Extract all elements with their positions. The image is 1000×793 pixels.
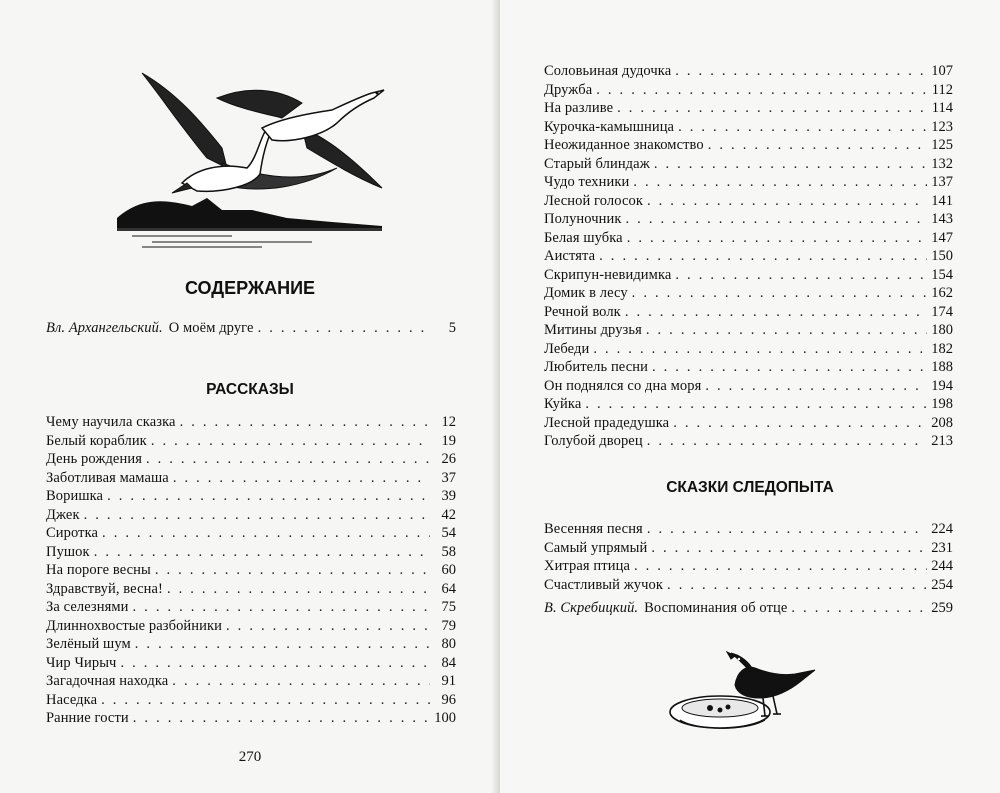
- dot-leader: [84, 506, 430, 525]
- tales-list: [544, 520, 953, 594]
- dot-leader: [675, 266, 927, 285]
- intro-entry: [46, 319, 456, 338]
- entry-title: Воспоминания об отце: [644, 600, 788, 616]
- dot-leader: [627, 229, 927, 248]
- entry-page: 42: [441, 506, 456, 523]
- toc-entry: [46, 691, 456, 710]
- right-page: [500, 0, 1000, 793]
- entry-title: Белый кораблик: [46, 432, 147, 449]
- toc-entry: [544, 284, 953, 303]
- entry-page: 112: [931, 81, 953, 98]
- dot-leader: [133, 709, 430, 728]
- page-title: СОДЕРЖАНИЕ: [184, 278, 316, 298]
- entry-title: Любитель песни: [544, 359, 648, 375]
- toc-entry: [544, 247, 953, 266]
- entry-page: 162: [931, 285, 953, 301]
- entry-page: 150: [931, 248, 953, 264]
- dot-leader: [647, 520, 927, 539]
- entry-title: Лесной голосок: [544, 192, 643, 209]
- dot-leader: [647, 432, 927, 451]
- dot-leader: [173, 469, 430, 488]
- toc-entry: [544, 358, 953, 377]
- entry-title: Зелёный шум: [46, 636, 131, 652]
- dot-leader: [634, 557, 927, 576]
- entry-page: 198: [931, 396, 953, 412]
- entry-page: 75: [441, 599, 456, 615]
- toc-entry: [46, 506, 456, 525]
- toc-entry: [544, 539, 953, 558]
- dot-leader: [226, 617, 430, 636]
- swans-over-lake-illustration: [112, 68, 402, 248]
- toc-entry: [544, 266, 953, 285]
- dot-leader: [626, 210, 927, 229]
- entry-page: 107: [931, 63, 953, 79]
- entry-page: 54: [441, 525, 456, 541]
- closing-entry: [544, 599, 953, 618]
- toc-entry: [46, 709, 456, 728]
- entry-title: Воришка: [46, 488, 104, 504]
- toc-entry: [46, 319, 456, 338]
- entry-title: Речной волк: [544, 303, 621, 320]
- entry-page: 194: [931, 377, 953, 394]
- entry-title: Заботливая мамаша: [46, 469, 169, 486]
- toc-entry: [544, 136, 953, 155]
- entry-page: 213: [931, 433, 953, 449]
- entry-page: 26: [441, 451, 456, 467]
- entry-page: 208: [931, 414, 953, 431]
- dot-leader: [101, 691, 430, 710]
- toc-entry: [544, 99, 953, 118]
- entry-page: 174: [931, 303, 953, 320]
- toc-entry: [544, 229, 953, 248]
- entry-page: 141: [931, 192, 953, 209]
- dot-leader: [646, 321, 927, 340]
- dot-leader: [678, 118, 927, 137]
- entry-page: 19: [441, 432, 456, 449]
- toc-entry: [46, 450, 456, 469]
- entry-author: В. Скребицкий.: [544, 600, 639, 616]
- toc-entry: [46, 672, 456, 691]
- toc-entry: [544, 414, 953, 433]
- toc-entry: [46, 543, 456, 562]
- dot-leader: [135, 635, 430, 654]
- dot-leader: [180, 413, 430, 432]
- entry-page: 125: [931, 137, 953, 153]
- entry-title: Курочка-камышница: [544, 118, 675, 135]
- dot-leader: [258, 319, 430, 338]
- dot-leader: [102, 524, 430, 543]
- toc-entry: [46, 635, 456, 654]
- entry-title: Белая шубка: [544, 229, 623, 246]
- dot-leader: [133, 598, 430, 617]
- bird-on-bowl-illustration: [665, 650, 820, 735]
- entry-page: 12: [441, 414, 456, 430]
- dot-leader: [647, 192, 927, 211]
- toc-entry: [544, 321, 953, 340]
- entry-title: День рождения: [46, 451, 142, 467]
- toc-entry: [544, 81, 953, 100]
- entry-title: Наседка: [46, 691, 98, 708]
- toc-entry: [46, 561, 456, 580]
- entry-page: 224: [931, 521, 953, 537]
- entry-page: 114: [931, 100, 953, 116]
- dot-leader: [632, 284, 927, 303]
- entry-page: 58: [441, 543, 456, 560]
- entry-title: Загадочная находка: [46, 673, 169, 689]
- toc-entry: [46, 432, 456, 451]
- dot-leader: [708, 136, 927, 155]
- entry-title: Весенняя песня: [544, 521, 643, 537]
- entry-title: Лесной прадедушка: [544, 414, 670, 431]
- toc-entry: [544, 210, 953, 229]
- entry-title: Чему научила сказка: [46, 414, 176, 430]
- toc-entry: [46, 487, 456, 506]
- stories-list-continued: [544, 62, 953, 451]
- entry-title: Голубой дворец: [544, 433, 643, 449]
- entry-page: 100: [434, 710, 456, 726]
- dot-leader: [705, 377, 927, 396]
- entry-title: Аистята: [544, 248, 596, 264]
- entry-page: 37: [441, 469, 456, 486]
- entry-page: 137: [931, 174, 953, 190]
- section-title: РАССКАЗЫ: [206, 381, 294, 398]
- entry-author: Вл. Архангельский.: [46, 320, 163, 336]
- toc-entry: [46, 654, 456, 673]
- entry-page: 154: [931, 266, 953, 283]
- section-title: СКАЗКИ СЛЕДОПЫТА: [666, 479, 834, 496]
- toc-entry: [544, 557, 953, 576]
- dot-leader: [593, 340, 927, 359]
- entry-title: Счастливый жучок: [544, 576, 664, 593]
- dot-leader: [151, 432, 430, 451]
- entry-title: Куйка: [544, 396, 582, 412]
- toc-entry: [46, 469, 456, 488]
- dot-leader: [172, 672, 430, 691]
- toc-entry: [544, 520, 953, 539]
- entry-title: Лебеди: [544, 340, 590, 357]
- entry-page: 123: [931, 118, 953, 135]
- dot-leader: [652, 358, 927, 377]
- toc-entry: [46, 580, 456, 599]
- toc-entry: [46, 617, 456, 636]
- dot-leader: [625, 303, 927, 322]
- dot-leader: [596, 81, 927, 100]
- toc-entry: [46, 598, 456, 617]
- entry-page: 84: [441, 654, 456, 671]
- entry-title: Здравствуй, весна!: [46, 580, 163, 597]
- dot-leader: [654, 155, 927, 174]
- toc-entry: [544, 340, 953, 359]
- toc-entry: [544, 118, 953, 137]
- entry-page: 132: [931, 155, 953, 172]
- toc-entry: [544, 576, 953, 595]
- dot-leader: [599, 247, 927, 266]
- dot-leader: [651, 539, 927, 558]
- entry-page: 259: [931, 600, 953, 616]
- toc-entry: [544, 395, 953, 414]
- entry-title: Домик в лесу: [544, 285, 628, 301]
- toc-entry: [544, 173, 953, 192]
- toc-entry: [544, 432, 953, 451]
- entry-title: Сиротка: [46, 525, 99, 541]
- entry-page: 231: [931, 539, 953, 556]
- entry-title: Скрипун-невидимка: [544, 266, 672, 283]
- dot-leader: [791, 599, 927, 618]
- toc-entry: [46, 524, 456, 543]
- entry-page: 39: [441, 488, 456, 504]
- entry-title: О моём друге: [168, 320, 254, 336]
- dot-leader: [633, 173, 927, 192]
- toc-entry: [544, 192, 953, 211]
- entry-page: 96: [441, 691, 456, 708]
- dot-leader: [617, 99, 927, 118]
- entry-page: 5: [448, 320, 456, 336]
- toc-entry: [544, 599, 953, 618]
- entry-title: На разливе: [544, 100, 614, 116]
- dot-leader: [107, 487, 430, 506]
- entry-title: Неожиданное знакомство: [544, 137, 704, 153]
- entry-page: 79: [441, 617, 456, 634]
- entry-page: 182: [931, 340, 953, 357]
- toc-entry: [46, 413, 456, 432]
- dot-leader: [167, 580, 430, 599]
- entry-page: 180: [931, 322, 953, 338]
- entry-page: 60: [441, 562, 456, 578]
- entry-title: Митины друзья: [544, 322, 642, 338]
- entry-title: Самый упрямый: [544, 539, 648, 556]
- entry-title: Чудо техники: [544, 174, 630, 190]
- dot-leader: [155, 561, 430, 580]
- toc-entry: [544, 303, 953, 322]
- entry-page: 188: [931, 359, 953, 375]
- entry-page: 147: [931, 229, 953, 246]
- toc-entry: [544, 155, 953, 174]
- entry-title: Дружба: [544, 81, 593, 98]
- dot-leader: [585, 395, 927, 414]
- dot-leader: [146, 450, 430, 469]
- entry-title: Длиннохвостые разбойники: [46, 617, 223, 634]
- dot-leader: [675, 62, 927, 81]
- entry-page: 254: [931, 576, 953, 593]
- page-number: 270: [238, 749, 262, 765]
- entry-title: За селезнями: [46, 599, 129, 615]
- toc-entry: [544, 377, 953, 396]
- entry-title: Полуночник: [544, 211, 622, 227]
- entry-title: Он поднялся со дна моря: [544, 377, 702, 394]
- entry-title: Чир Чирыч: [46, 654, 117, 671]
- entry-title: Ранние гости: [46, 710, 129, 726]
- toc-entry: [544, 62, 953, 81]
- dot-leader: [667, 576, 927, 595]
- entry-title: Хитрая птица: [544, 558, 630, 574]
- dot-leader: [94, 543, 430, 562]
- entry-page: 143: [931, 211, 953, 227]
- entry-page: 244: [931, 558, 953, 574]
- stories-list: [46, 413, 456, 728]
- dot-leader: [673, 414, 927, 433]
- entry-title: На пороге весны: [46, 562, 151, 578]
- entry-page: 91: [441, 673, 456, 689]
- entry-page: 64: [441, 580, 456, 597]
- entry-title: Соловьиная дудочка: [544, 63, 672, 79]
- entry-title: Старый блиндаж: [544, 155, 650, 172]
- entry-title: Пушок: [46, 543, 90, 560]
- entry-title: Джек: [46, 506, 80, 523]
- entry-page: 80: [441, 636, 456, 652]
- dot-leader: [120, 654, 430, 673]
